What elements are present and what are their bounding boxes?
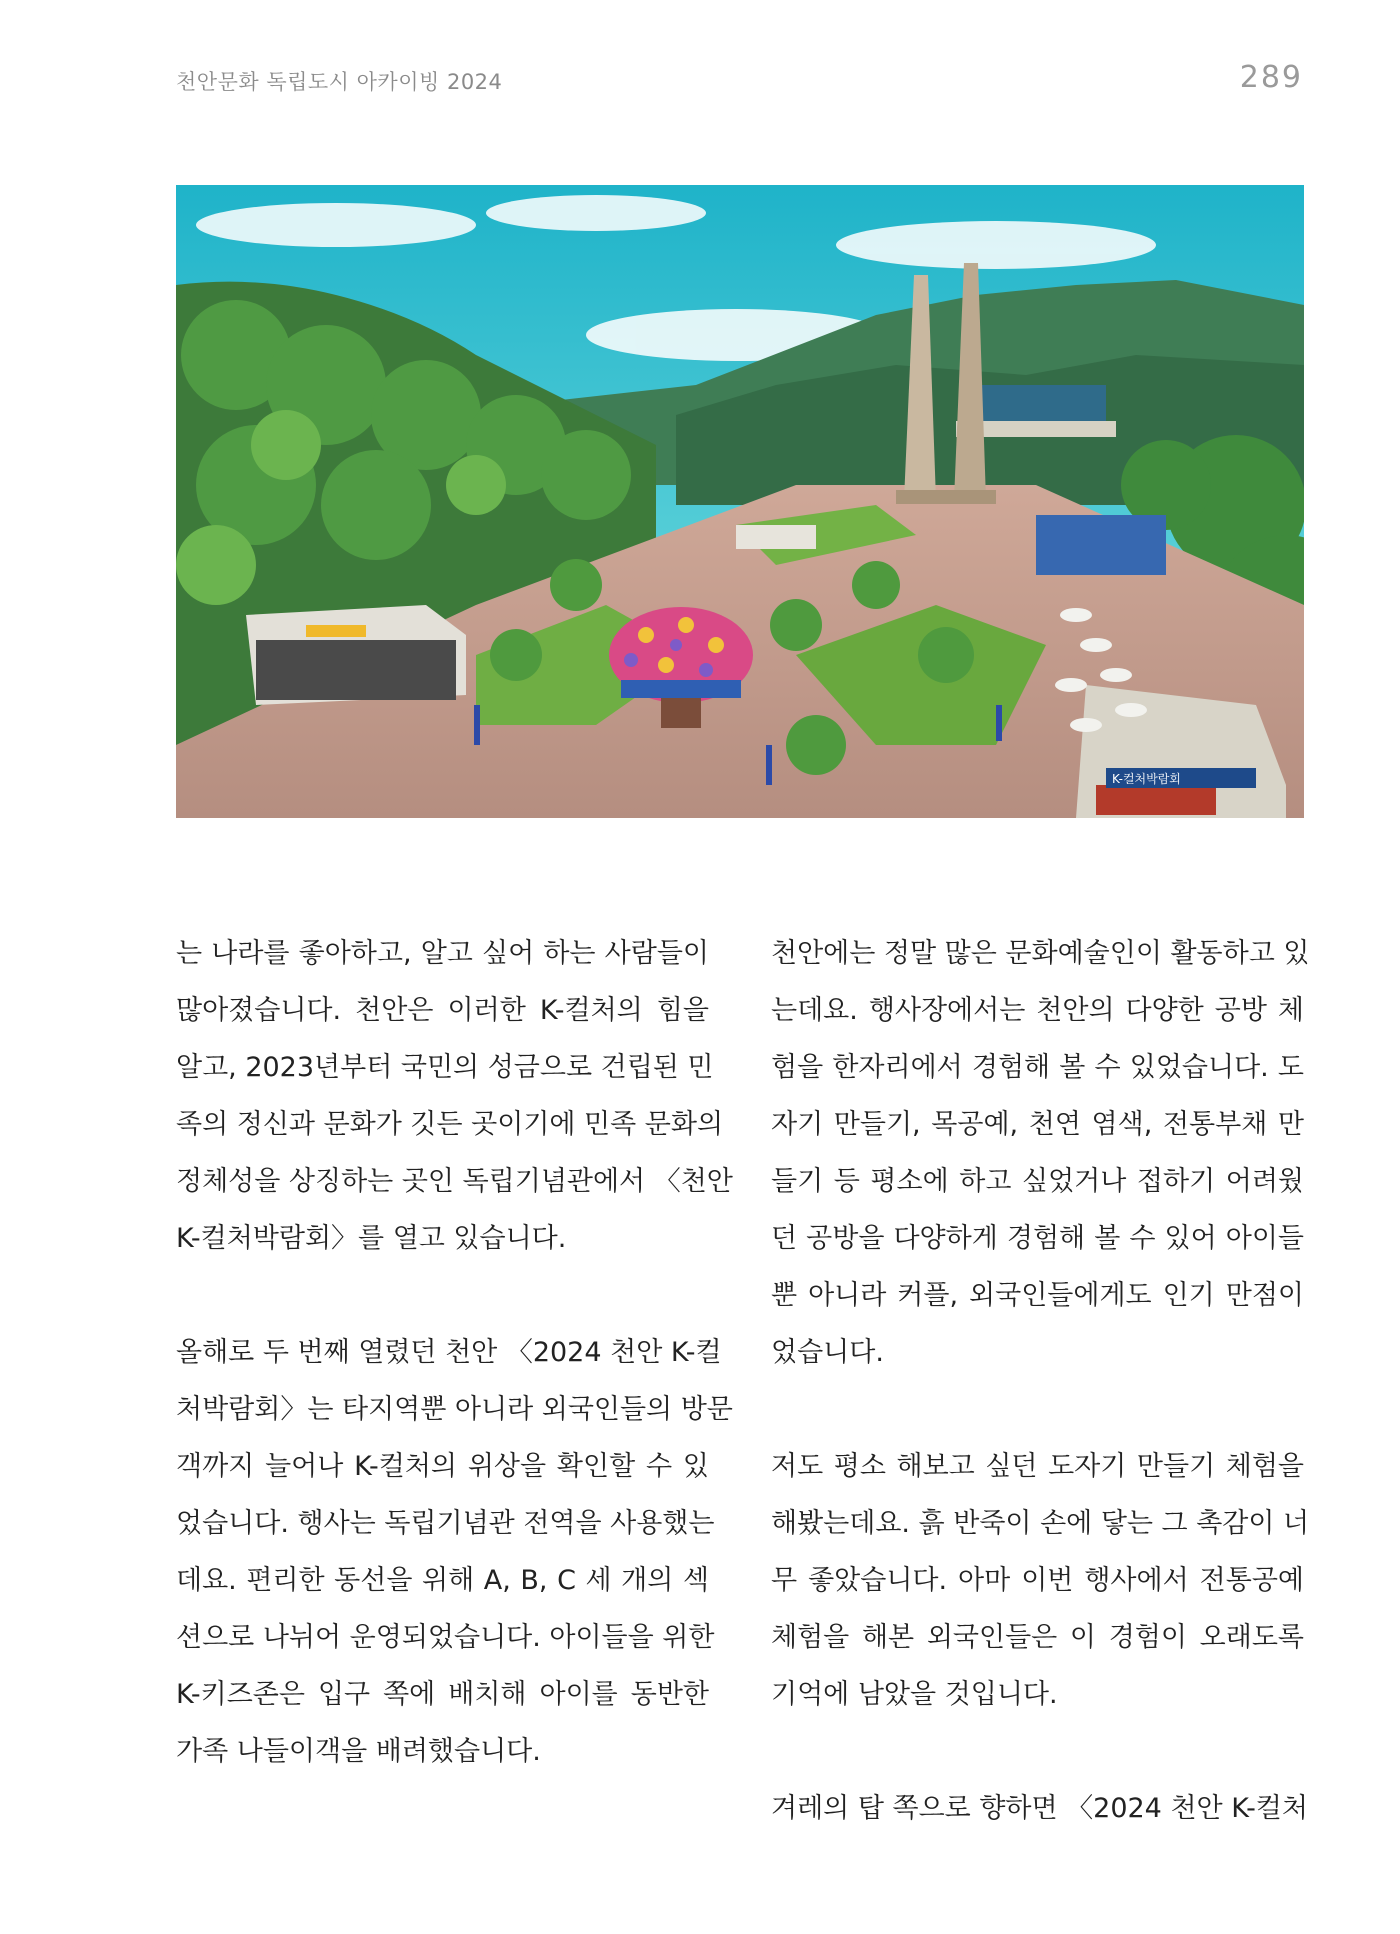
text-line: 뿐 아니라 커플, 외국인들에게도 인기 만점이 [771, 1280, 1304, 1311]
photo-illustration [176, 185, 1304, 818]
text-line: 체험을 해본 외국인들은 이 경험이 오래도록 [771, 1622, 1304, 1653]
text-line: 들기 등 평소에 하고 싶었거나 접하기 어려웠 [771, 1166, 1304, 1197]
text-line: 정체성을 상징하는 곳인 독립기념관에서 〈천안 [176, 1166, 733, 1197]
right-paragraph-3 [771, 1780, 1308, 1837]
text-line: 었습니다. 행사는 독립기념관 전역을 사용했는 [176, 1508, 715, 1539]
text-line: 자기 만들기, 목공예, 천연 염색, 전통부채 만 [771, 1109, 1304, 1140]
text-line: K-키즈존은 입구 쪽에 배치해 아이를 동반한 [176, 1679, 709, 1710]
text-line: 처박람회〉는 타지역뿐 아니라 외국인들의 방문 [176, 1394, 733, 1425]
text-line: 데요. 편리한 동선을 위해 A, B, C 세 개의 섹 [176, 1565, 709, 1596]
text-line: 천안에는 정말 많은 문화예술인이 활동하고 있 [771, 938, 1310, 969]
aerial-photo [176, 185, 1304, 818]
text-line: 험을 한자리에서 경험해 볼 수 있었습니다. 도 [771, 1052, 1304, 1083]
text-line: 가족 나들이객을 배려했습니다. [176, 1736, 541, 1767]
text-line: 객까지 늘어나 K-컬처의 위상을 확인할 수 있 [176, 1451, 709, 1482]
text-line: 무 좋았습니다. 아마 이번 행사에서 전통공예 [771, 1565, 1304, 1596]
text-line: 션으로 나뉘어 운영되었습니다. 아이들을 위한 [176, 1622, 715, 1653]
running-header: 천안문화 독립도시 아카이빙 2024 [176, 70, 503, 94]
paragraph-gap [176, 1267, 709, 1324]
left-paragraph-1 [176, 925, 733, 1267]
left-column [176, 925, 733, 1780]
text-line: 는데요. 행사장에서는 천안의 다양한 공방 체 [771, 995, 1304, 1026]
right-column [771, 925, 1310, 1837]
text-line: 해봤는데요. 흙 반죽이 손에 닿는 그 촉감이 너 [771, 1508, 1310, 1539]
text-line: 올해로 두 번째 열렸던 천안 〈2024 천안 K-컬 [176, 1337, 722, 1368]
page-number: 289 [1239, 60, 1303, 95]
text-line: 는 나라를 좋아하고, 알고 싶어 하는 사람들이 [176, 938, 709, 969]
paragraph-gap [771, 1381, 1304, 1438]
text-line: 족의 정신과 문화가 깃든 곳이기에 민족 문화의 [176, 1109, 724, 1140]
text-line: 던 공방을 다양하게 경험해 볼 수 있어 아이들 [771, 1223, 1304, 1254]
text-line: 기억에 남았을 것입니다. [771, 1679, 1058, 1710]
right-paragraph-2 [771, 1438, 1310, 1723]
left-paragraph-2 [176, 1324, 733, 1780]
text-line: 알고, 2023년부터 국민의 성금으로 건립된 민 [176, 1052, 714, 1083]
photo-sign-text: K-컬처박람회 [1112, 772, 1181, 786]
paragraph-gap [771, 1723, 1304, 1780]
text-line: 었습니다. [771, 1337, 884, 1368]
right-paragraph-1 [771, 925, 1310, 1381]
text-line: 많아졌습니다. 천안은 이러한 K-컬처의 힘을 [176, 995, 709, 1026]
text-line: 겨레의 탑 쪽으로 향하면 〈2024 천안 K-컬처 [771, 1793, 1308, 1824]
text-line: K-컬처박람회〉를 열고 있습니다. [176, 1223, 567, 1254]
text-line: 저도 평소 해보고 싶던 도자기 만들기 체험을 [771, 1451, 1304, 1482]
